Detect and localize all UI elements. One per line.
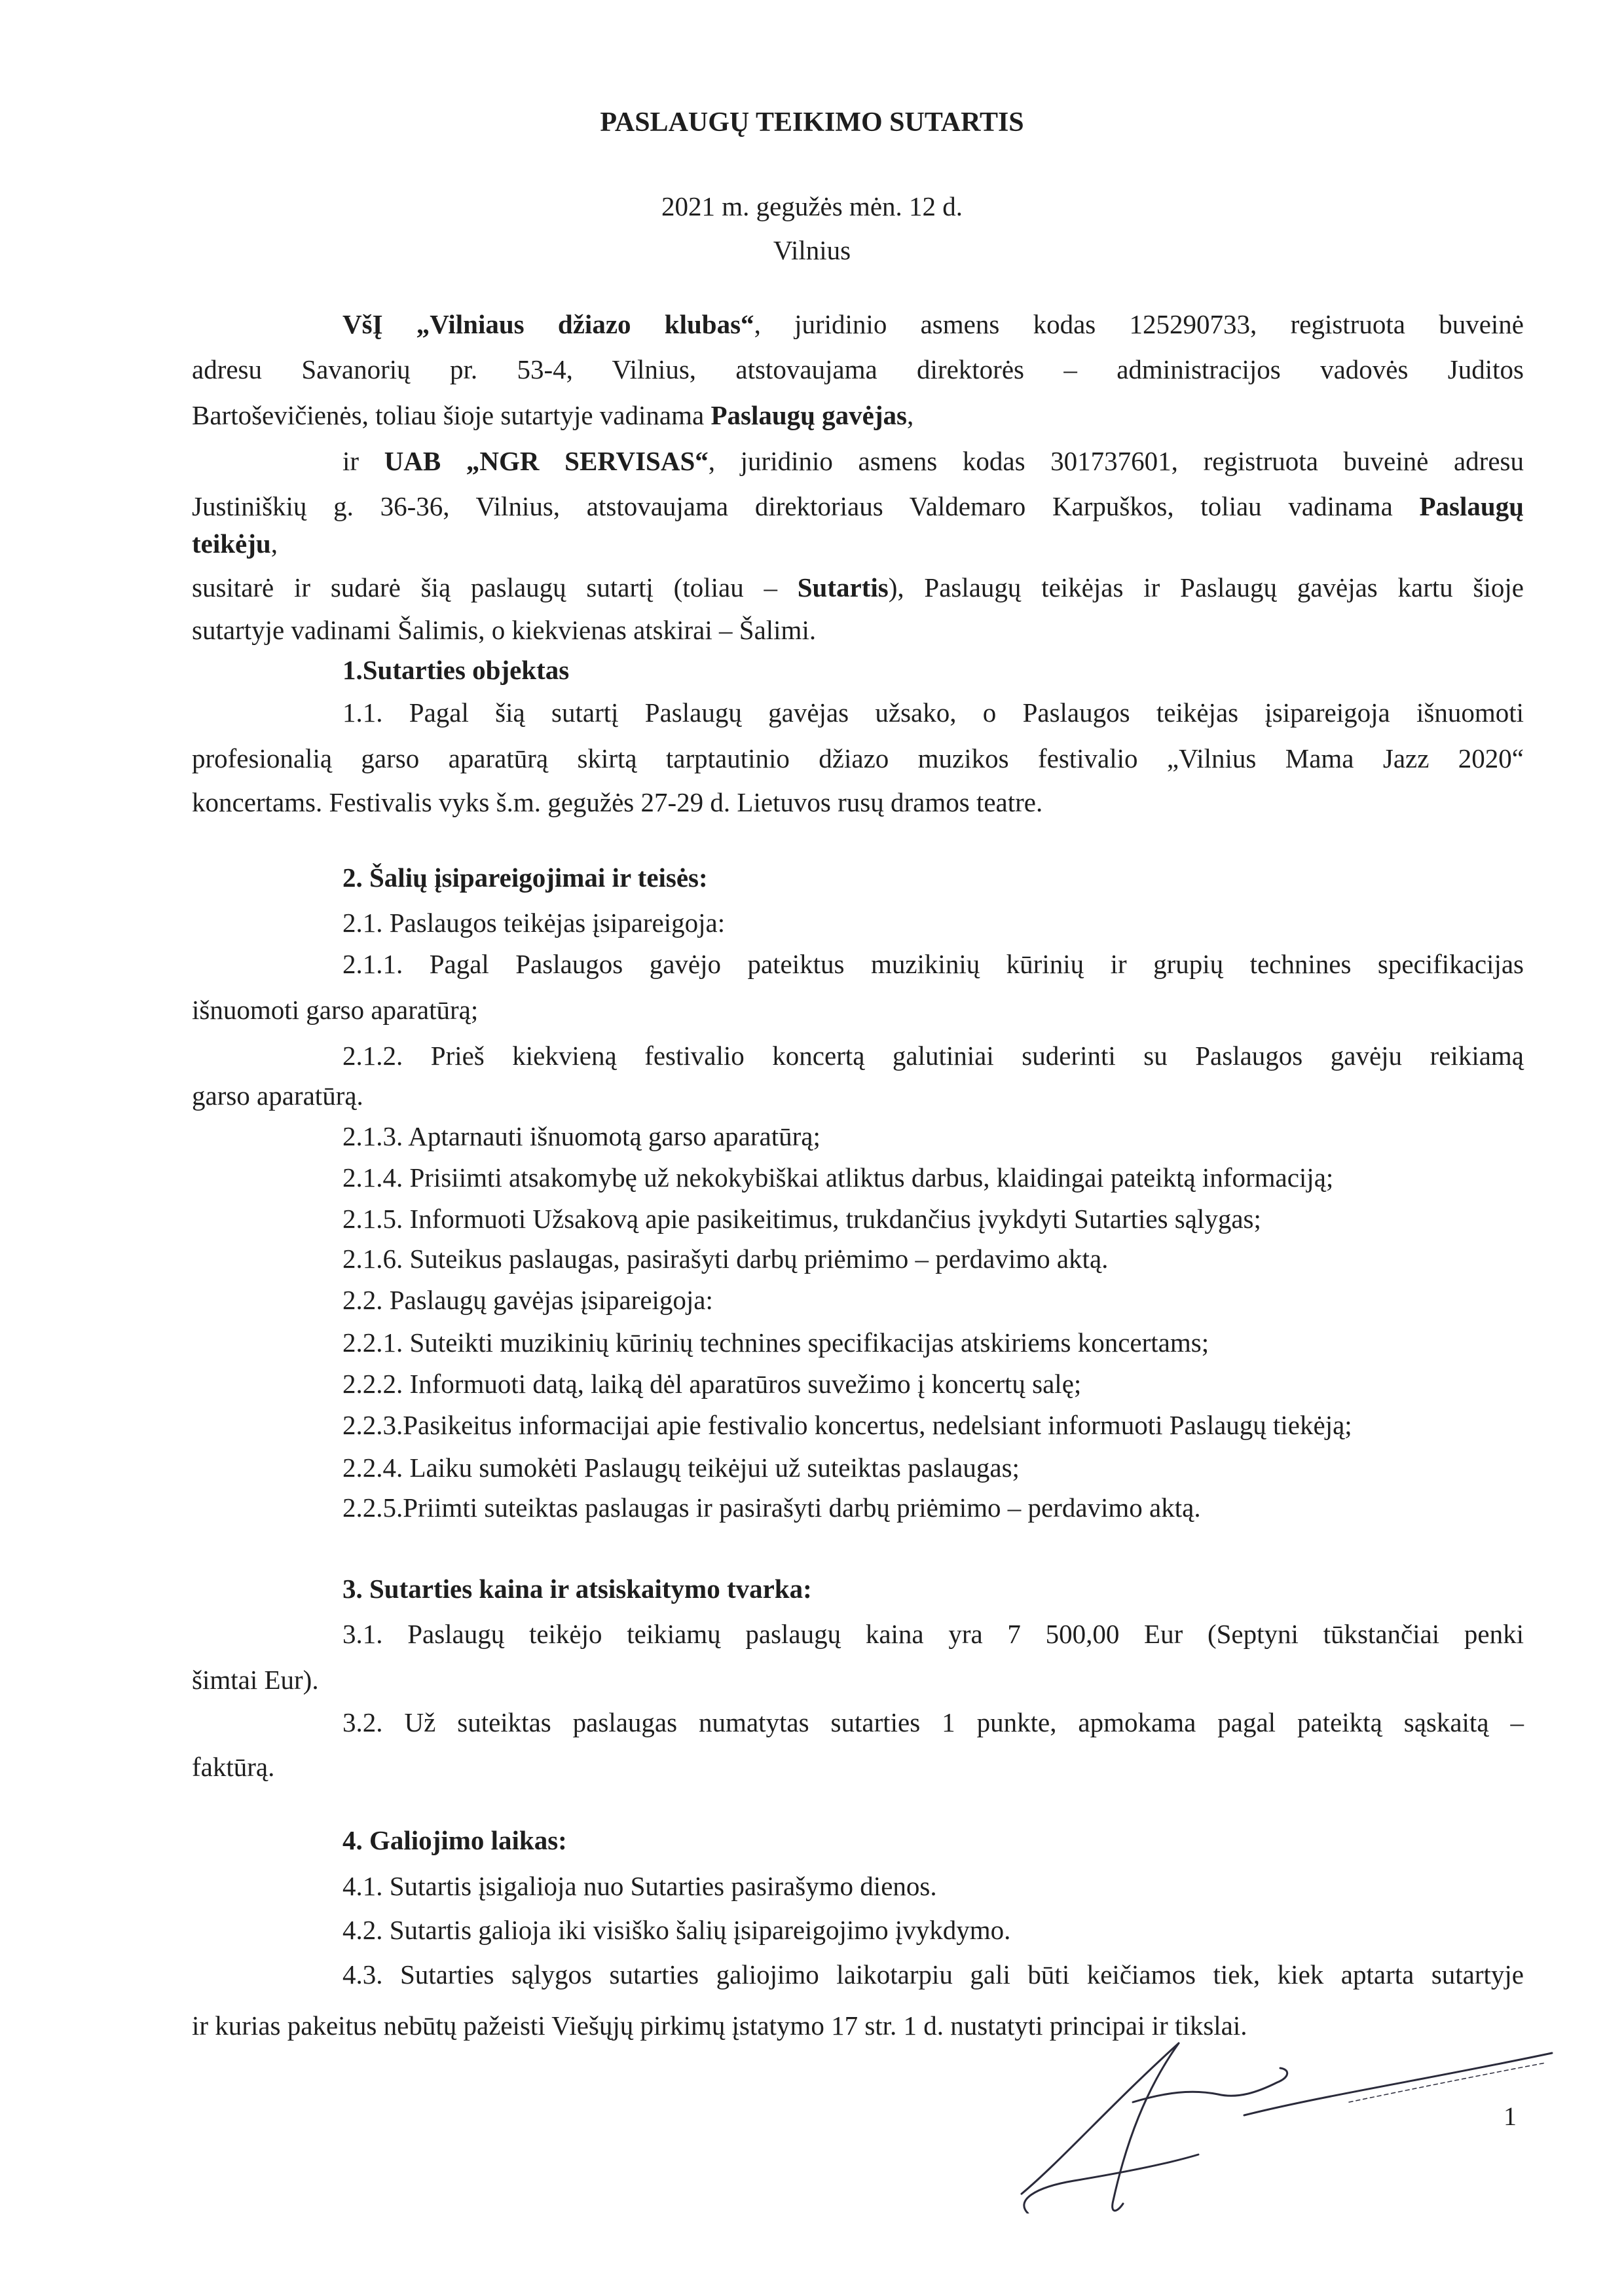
text-line: [192, 783, 1524, 822]
bold-text: 4. Galiojimo laikas:: [342, 1825, 567, 1855]
text-line: [192, 610, 1524, 650]
text-line: [342, 1703, 1524, 1742]
text-line: [342, 1364, 1524, 1403]
text-line: [342, 441, 1524, 481]
text-segment: 2.2.3.Pasikeitus informacijai apie festivalio koncertus, nedelsiant informuoti Paslaugų tiekėją;: [342, 1410, 1352, 1440]
text-line: [192, 350, 1524, 389]
text-line: [342, 1488, 1524, 1527]
text-segment: 1.1. Pagal šią sutartį Paslaugų gavėjas užsako, o Paslaugos teikėjas įsipareigoja išnuomoti: [342, 697, 1524, 728]
bold-text: 2. Šalių įsipareigojimai ir teisės:: [342, 862, 708, 893]
text-segment: 2.1.6. Suteikus paslaugas, pasirašyti darbų priėmimo – perdavimo aktą.: [342, 1244, 1109, 1274]
contract-city: Vilnius: [773, 235, 851, 265]
text-segment: ,: [270, 528, 278, 559]
text-segment: sutartyje vadinami Šalimis, o kiekvienas atskirai – Šalimi.: [192, 615, 817, 645]
text-segment: 2.1.5. Informuoti Užsakovą apie pasikeitimus, trukdančius įvykdyti Sutarties sąlygas;: [342, 1204, 1261, 1234]
text-segment: 4.1. Sutartis įsigalioja nuo Sutarties pasirašymo dienos.: [342, 1871, 937, 1901]
bold-text: VšĮ „Vilniaus džiazo klubas“: [342, 309, 754, 339]
bold-text: Paslaugų: [1419, 491, 1524, 521]
text-line: [342, 1448, 1524, 1487]
text-line: [342, 1239, 1524, 1278]
text-segment: , juridinio asmens kodas 301737601, registruota buveinė adresu: [708, 446, 1524, 476]
text-segment: 3.2. Už suteiktas paslaugas numatytas sutarties 1 punkte, apmokama pagal pateiktą sąskaitą –: [342, 1707, 1524, 1737]
text-line: [342, 1614, 1524, 1654]
text-segment: ,: [907, 400, 914, 430]
text-segment: 2.1.3. Aptarnauti išnuomotą garso aparatūrą;: [342, 1121, 821, 1151]
text-segment: profesionalią garso aparatūrą skirtą tarptautinio džiazo muzikos festivalio „Vilnius Mama Jazz 2020“: [192, 743, 1524, 773]
text-segment: ), Paslaugų teikėjas ir Paslaugų gavėjas kartu šioje: [888, 572, 1524, 602]
text-line: [342, 1405, 1524, 1445]
text-line: [192, 1660, 1524, 1699]
text-line: [192, 1747, 1524, 1787]
text-segment: 2.2.1. Suteikti muzikinių kūrinių technines specifikacijas atskiriems koncertams;: [342, 1327, 1209, 1358]
text-segment: Bartoševičienės, toliau šioje sutartyje vadinama: [192, 400, 711, 430]
contract-date: 2021 m. gegužės mėn. 12 d.: [661, 191, 963, 221]
text-segment: 2.1.1. Pagal Paslaugos gavėjo pateiktus muzikinių kūrinių ir grupių technines specifikacijas: [342, 949, 1524, 979]
text-line: [342, 1955, 1524, 1994]
text-line: [342, 903, 1524, 942]
text-segment: 2.2.4. Laiku sumokėti Paslaugų teikėjui už suteiktas paslaugas;: [342, 1453, 1020, 1483]
text-line: [192, 487, 1524, 526]
text-segment: 2.1.2. Prieš kiekvieną festivalio koncertą galutiniai suderinti su Paslaugos gavėju reikiamą: [342, 1041, 1524, 1071]
text-segment: garso aparatūrą.: [192, 1081, 363, 1111]
bold-text: UAB „NGR SERVISAS“: [384, 446, 709, 476]
text-line: [342, 1323, 1524, 1362]
text-segment: adresu Savanorių pr. 53-4, Vilnius, atstovaujama direktorės – administracijos vadovės Juditos: [192, 354, 1524, 384]
text-line: [192, 990, 1524, 1029]
text-line: [342, 1117, 1524, 1156]
text-line: [342, 1866, 1524, 1906]
text-line: [342, 1821, 1524, 1860]
text-line: [342, 1280, 1524, 1320]
text-segment: 4.2. Sutartis galioja iki visiško šalių įsipareigojimo įvykdymo.: [342, 1915, 1011, 1945]
text-line: [192, 524, 1524, 563]
text-line: [342, 693, 1524, 732]
bold-text: teikėju: [192, 528, 271, 559]
text-segment: 3.1. Paslaugų teikėjo teikiamų paslaugų kaina yra 7 500,00 Eur (Septyni tūkstančiai penki: [342, 1619, 1524, 1649]
text-line: [342, 858, 1524, 897]
page-number: 1: [1504, 2102, 1517, 2131]
signature-icon: [982, 2017, 1572, 2213]
text-line: [192, 739, 1524, 778]
text-segment: ir kurias pakeitus nebūtų pažeisti Viešųjų pirkimų įstatymo 17 str. 1 d. nustatyti principai ir tikslai.: [192, 2010, 1247, 2041]
text-segment: 2.1.4. Prisiimti atsakomybę už nekokybiškai atliktus darbus, klaidingai pateiktą informaciją;: [342, 1162, 1334, 1193]
text-line: [192, 1076, 1524, 1115]
document-title: PASLAUGŲ TEIKIMO SUTARTIS: [600, 107, 1024, 138]
text-line: [342, 1036, 1524, 1075]
text-line: [342, 1910, 1524, 1950]
bold-text: 1.Sutarties objektas: [342, 655, 570, 685]
text-line: [342, 1199, 1524, 1238]
text-segment: susitarė ir sudarė šią paslaugų sutartį (toliau –: [192, 572, 798, 602]
text-line: [192, 568, 1524, 607]
text-segment: ir: [342, 446, 384, 476]
text-line: [342, 944, 1524, 984]
text-segment: 2.2.2. Informuoti datą, laiką dėl aparatūros suvežimo į koncertų salę;: [342, 1369, 1082, 1399]
text-segment: 2.2.5.Priimti suteiktas paslaugas ir pasirašyti darbų priėmimo – perdavimo aktą.: [342, 1492, 1201, 1523]
text-segment: Justiniškių g. 36-36, Vilnius, atstovaujama direktoriaus Valdemaro Karpuškos, toliau vadinama: [192, 491, 1420, 521]
text-segment: faktūrą.: [192, 1752, 275, 1782]
bold-text: 3. Sutarties kaina ir atsiskaitymo tvarka:: [342, 1574, 812, 1604]
bold-text: Paslaugų gavėjas: [710, 400, 907, 430]
text-segment: koncertams. Festivalis vyks š.m. gegužės 27-29 d. Lietuvos rusų dramos teatre.: [192, 787, 1043, 817]
text-line: [342, 1569, 1524, 1608]
text-segment: 2.1. Paslaugos teikėjas įsipareigoja:: [342, 908, 726, 938]
text-line: [192, 396, 1524, 435]
text-segment: 4.3. Sutarties sąlygos sutarties galiojimo laikotarpiu gali būti keičiamos tiek, kiek aptarta sutartyje: [342, 1959, 1524, 1990]
text-line: [342, 305, 1524, 344]
text-line: [342, 650, 1524, 690]
text-segment: , juridinio asmens kodas 125290733, registruota buveinė: [754, 309, 1524, 339]
text-segment: 2.2. Paslaugų gavėjas įsipareigoja:: [342, 1285, 713, 1315]
bold-text: Sutartis: [797, 572, 889, 602]
text-line: [342, 1158, 1524, 1197]
text-segment: išnuomoti garso aparatūrą;: [192, 995, 479, 1025]
text-segment: šimtai Eur).: [192, 1665, 319, 1695]
